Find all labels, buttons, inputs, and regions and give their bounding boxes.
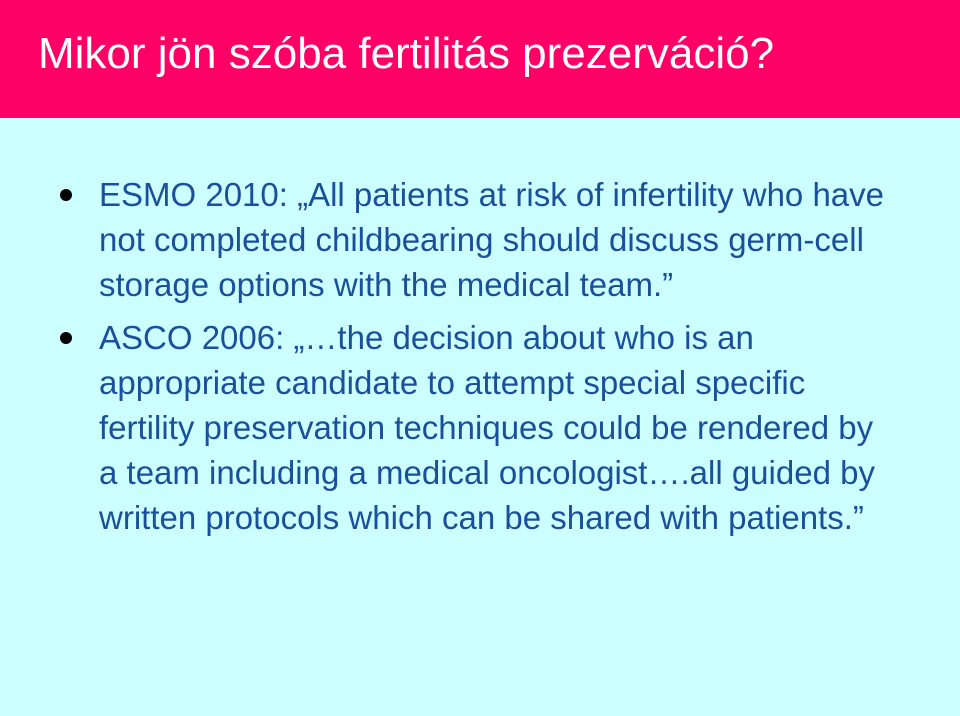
bullet-text-asco: ASCO 2006: „…the decision about who is an appropriate candidate to attempt special specific fertility preservation techniques could be rendered by a team including a medical oncologist….all guided by written protocols which can be shared with patients.” — [99, 319, 875, 536]
bullet-text-esmo: ESMO 2010: „All patients at risk of infertility who have not completed childbearing should discuss germ-cell storage options with the medical team.” — [99, 176, 885, 303]
bullet-dot-icon — [60, 332, 72, 344]
bullet-item-asco — [60, 315, 920, 540]
bullet-list — [60, 172, 920, 548]
bullet-dot-icon — [60, 189, 72, 201]
bullet-item-esmo — [60, 172, 920, 307]
title-bar — [0, 0, 960, 118]
slide-title: Mikor jön szóba fertilitás prezerváció? — [38, 29, 775, 78]
